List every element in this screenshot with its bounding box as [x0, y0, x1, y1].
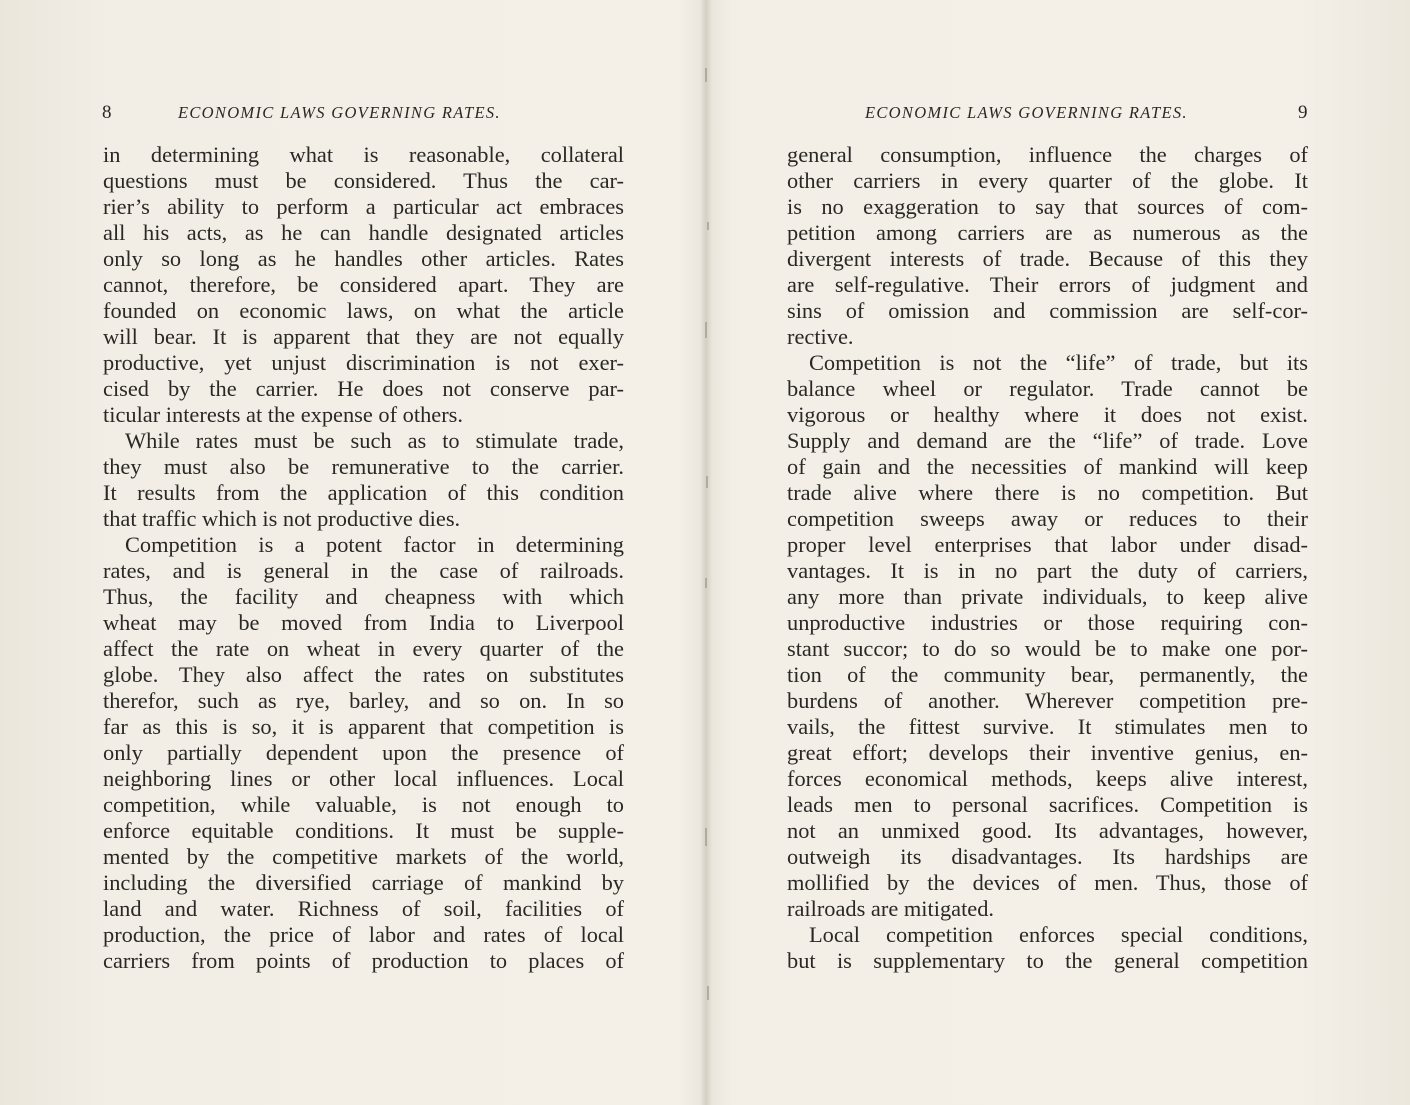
text-line: outweigh its disadvantages. Its hardships are — [787, 844, 1308, 869]
text-line: petition among carriers are as numerous as the — [787, 220, 1308, 245]
body-text — [787, 142, 1308, 974]
text-line: tion of the community bear, permanently, the — [787, 662, 1308, 687]
text-line: any more than private individuals, to keep alive — [787, 584, 1308, 609]
text-line: neighboring lines or other local influences. Local — [103, 766, 624, 791]
text-line: mented by the competitive markets of the world, — [103, 844, 624, 869]
text-line: but is supplementary to the general competition — [787, 948, 1308, 973]
text-line: cised by the carrier. He does not conserve par- — [103, 376, 624, 401]
text-line: Local competition enforces special conditions, — [809, 922, 1308, 947]
text-line: including the diversified carriage of mankind by — [103, 870, 624, 895]
text-line: vails, the fittest survive. It stimulates men to — [787, 714, 1308, 739]
text-line: they must also be remunerative to the carrier. — [103, 454, 624, 479]
text-line: founded on economic laws, on what the article — [103, 298, 624, 323]
text-line: forces economical methods, keeps alive interest, — [787, 766, 1308, 791]
text-line: rates, and is general in the case of railroads. — [103, 558, 624, 583]
text-line: questions must be considered. Thus the car- — [103, 168, 624, 193]
text-line: vigorous or healthy where it does not exist. — [787, 402, 1308, 427]
text-line: Competition is a potent factor in determining — [125, 532, 624, 557]
text-line: wheat may be moved from India to Liverpool — [103, 610, 624, 635]
text-line: cannot, therefore, be considered apart. They are — [103, 272, 624, 297]
text-line: not an unmixed good. Its advantages, however, — [787, 818, 1308, 843]
text-line: rier’s ability to perform a particular act embraces — [103, 194, 624, 219]
text-line: vantages. It is in no part the duty of carriers, — [787, 558, 1308, 583]
right-page — [705, 0, 1410, 1105]
text-line: carriers from points of production to places of — [103, 948, 624, 973]
text-line: are self-regulative. Their errors of judgment and — [787, 272, 1308, 297]
body-text — [103, 142, 624, 974]
text-line: unproductive industries or those requiring con- — [787, 610, 1308, 635]
text-line: railroads are mitigated. — [787, 896, 995, 921]
text-line: competition, while valuable, is not enough to — [103, 792, 624, 817]
text-line: only partially dependent upon the presence of — [103, 740, 624, 765]
text-line: proper level enterprises that labor under disad- — [787, 532, 1308, 557]
text-line: general consumption, influence the charges of — [787, 142, 1308, 167]
text-line: stant succor; to do so would be to make one por- — [787, 636, 1308, 661]
text-line: great effort; develops their inventive genius, en- — [787, 740, 1308, 765]
text-line: While rates must be such as to stimulate trade, — [125, 428, 624, 453]
text-line: in determining what is reasonable, collateral — [103, 142, 624, 167]
text-line: enforce equitable conditions. It must be supple- — [103, 818, 624, 843]
text-line: is no exaggeration to say that sources of com- — [787, 194, 1308, 219]
text-line: only so long as he handles other articles. Rates — [103, 246, 624, 271]
text-line: productive, yet unjust discrimination is not exer- — [103, 350, 624, 375]
text-line: globe. They also affect the rates on substitutes — [103, 662, 624, 687]
text-line: rective. — [787, 324, 854, 349]
page-number: 9 — [1298, 102, 1308, 123]
running-head: ECONOMIC LAWS GOVERNING RATES. — [865, 103, 1188, 122]
text-line: other carriers in every quarter of the globe. It — [787, 168, 1308, 193]
text-line: Supply and demand are the “life” of trade. Love — [787, 428, 1308, 453]
text-line: of gain and the necessities of mankind will keep — [787, 454, 1308, 479]
text-line: balance wheel or regulator. Trade cannot be — [787, 376, 1308, 401]
text-line: leads men to personal sacrifices. Competition is — [787, 792, 1308, 817]
text-line: that traffic which is not productive dies. — [103, 506, 461, 531]
page-number: 8 — [102, 102, 112, 123]
text-line: burdens of another. Wherever competition pre- — [787, 688, 1308, 713]
text-line: all his acts, as he can handle designated articles — [103, 220, 624, 245]
text-line: sins of omission and commission are self-cor- — [787, 298, 1308, 323]
running-head: ECONOMIC LAWS GOVERNING RATES. — [178, 103, 501, 122]
text-line: production, the price of labor and rates of local — [103, 922, 624, 947]
text-line: will bear. It is apparent that they are not equally — [103, 324, 624, 349]
text-line: therefor, such as rye, barley, and so on. In so — [103, 688, 624, 713]
text-line: mollified by the devices of men. Thus, those of — [787, 870, 1308, 895]
text-line: Competition is not the “life” of trade, but its — [809, 350, 1308, 375]
text-line: affect the rate on wheat in every quarter of the — [103, 636, 624, 661]
text-line: divergent interests of trade. Because of this they — [787, 246, 1308, 271]
text-line: Thus, the facility and cheapness with which — [103, 584, 624, 609]
text-line: competition sweeps away or reduces to their — [787, 506, 1308, 531]
text-line: ticular interests at the expense of others. — [103, 402, 463, 427]
text-line: trade alive where there is no competition. But — [787, 480, 1308, 505]
text-line: far as this is so, it is apparent that competition is — [103, 714, 624, 739]
text-line: land and water. Richness of soil, facilities of — [103, 896, 624, 921]
text-line: It results from the application of this condition — [103, 480, 624, 505]
